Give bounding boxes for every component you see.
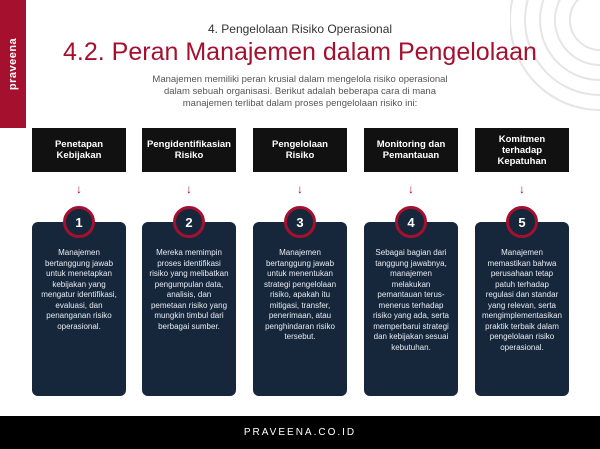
footer-website-link[interactable]: PRAVEENA.CO.ID — [243, 427, 357, 438]
step-number-badge-5: 5 — [506, 206, 538, 238]
page-title: 4.2. Peran Manajemen dalam Pengelolaan — [63, 38, 537, 66]
step-number-badge-1: 1 — [63, 206, 95, 238]
step-column-5 — [475, 128, 569, 198]
brand-logo-text: praveena — [7, 37, 19, 91]
step-label-2: Pengidentifikasian Risiko — [142, 128, 236, 172]
step-column-3 — [253, 128, 347, 198]
arrow-down-icon: ↓ — [297, 182, 303, 196]
section-subtitle: 4. Pengelolaan Risiko Operasional — [207, 22, 393, 36]
step-number-badge-4: 4 — [395, 206, 427, 238]
step-card-4 — [364, 222, 458, 396]
intro-paragraph: Manajemen memiliki peran krusial dalam mengelola risiko operasional dalam sebuah organisasi. Berikut adalah beberapa cara di mana manajemen terlibat dalam proses pengelolaan risiko ini: — [152, 74, 448, 109]
step-label-1: Penetapan Kebijakan — [32, 128, 126, 172]
arrow-down-icon: ↓ — [519, 182, 525, 196]
step-column-4 — [364, 128, 458, 198]
step-card-1 — [32, 222, 126, 396]
step-description-4: Sebagai bagian dari tanggung jawabnya, manajemen melakukan pemantauan terus-menerus terhadap risiko yang ada, serta memperbarui strategi dan kebijakan sesuai kebutuhan. — [372, 248, 450, 352]
step-card-5 — [475, 222, 569, 396]
step-description-5: Manajemen memastikan bahwa perusahaan tetap patuh terhadap regulasi dan standar yang relevan, serta mengimplementasikan praktik terbaik dalam pengelolaan risiko operasional. — [481, 248, 563, 352]
step-number-badge-2: 2 — [173, 206, 205, 238]
step-description-3: Manajemen bertanggung jawab untuk menentukan strategi pengelolaan risiko, apakah itu mitigasi, transfer, penerimaan, atau penghindaran risiko tersebut. — [263, 248, 337, 341]
step-label-4: Monitoring dan Pemantauan — [364, 128, 458, 172]
step-column-2 — [142, 128, 236, 198]
footer-bar — [0, 416, 600, 449]
arrow-down-icon: ↓ — [76, 182, 82, 196]
step-label-3: Pengelolaan Risiko — [253, 128, 347, 172]
step-label-5: Komitmen terhadap Kepatuhan — [475, 128, 569, 172]
step-description-2: Mereka memimpin proses identifikasi risiko yang melibatkan pengumpulan data, analisis, dan pemetaan risiko yang mungkin timbul dari berbagai sumber. — [149, 248, 229, 331]
step-number-badge-3: 3 — [284, 206, 316, 238]
step-description-1: Manajemen bertanggung jawab untuk menetapkan kebijakan yang mengatur identifikasi, evaluasi, dan penanganan risiko operasional. — [41, 248, 117, 331]
arrow-down-icon: ↓ — [408, 182, 414, 196]
step-card-2 — [142, 222, 236, 396]
step-card-3 — [253, 222, 347, 396]
step-column-1 — [32, 128, 126, 198]
arrow-down-icon: ↓ — [186, 182, 192, 196]
